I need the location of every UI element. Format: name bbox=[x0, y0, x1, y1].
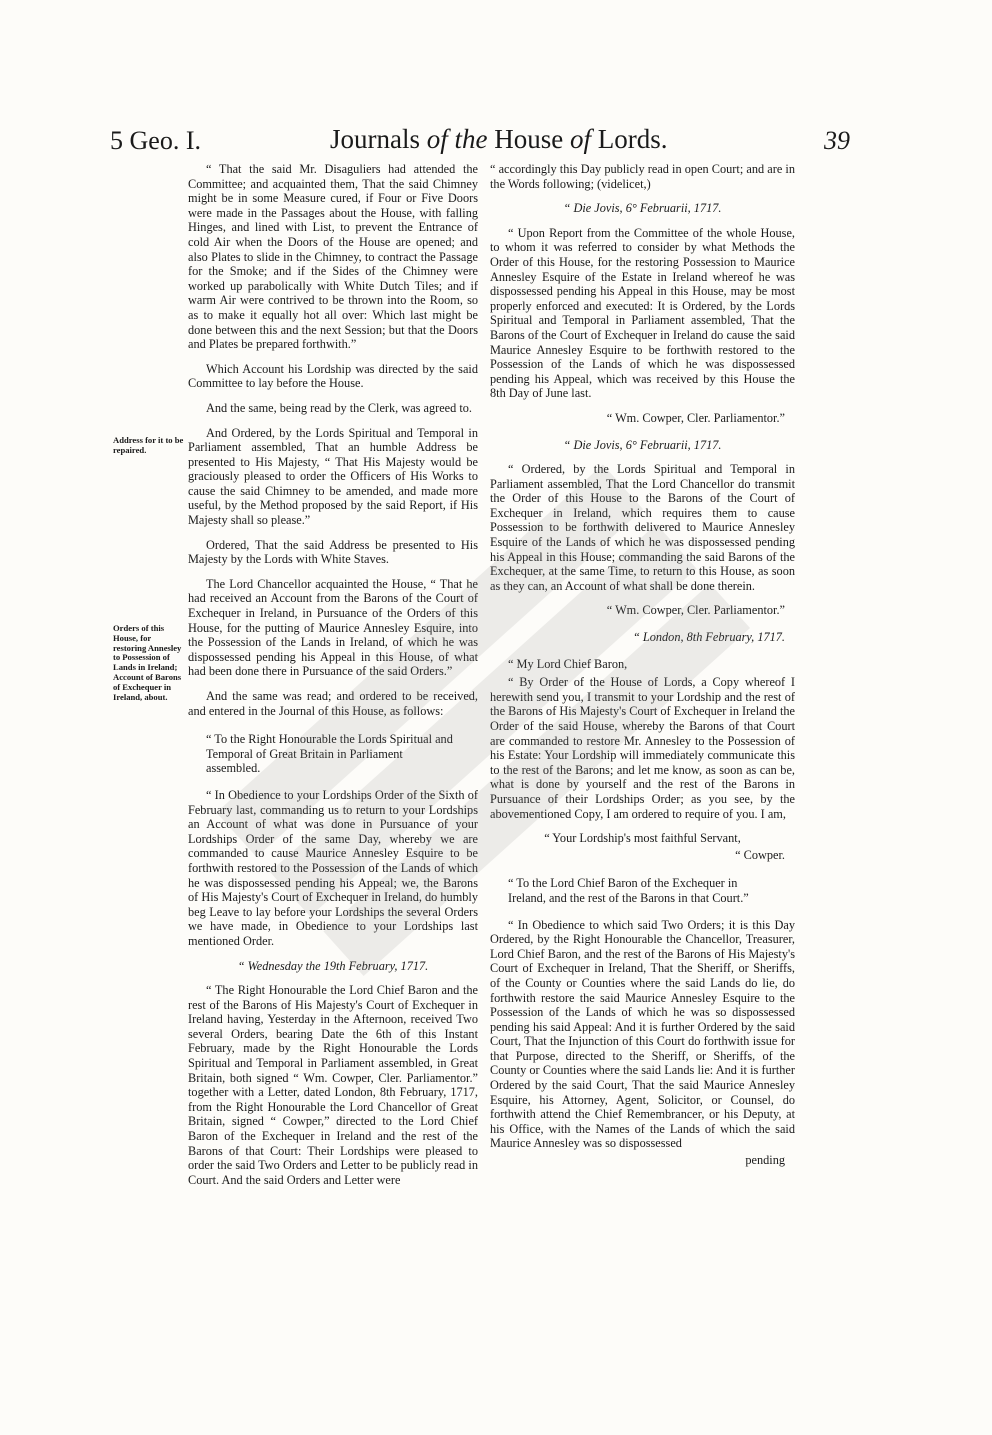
catchword: pending bbox=[745, 1153, 785, 1168]
header-title-journals: Journals bbox=[330, 124, 420, 154]
salutation: “ My Lord Chief Baron, bbox=[508, 656, 628, 671]
left-column bbox=[188, 162, 478, 1197]
header-title-of1: of bbox=[426, 124, 448, 154]
paragraph: Ordered, That the said Address be presented to His Majesty by the Lords with White Staves. bbox=[188, 537, 478, 567]
paragraph: And the same, being read by the Clerk, was agreed to. bbox=[206, 400, 473, 415]
header-title-of2: of bbox=[570, 124, 592, 154]
address-block: “ To the Right Honourable the Lords Spiritual and Temporal of Great Britain in Parliament assembled. bbox=[206, 732, 453, 776]
signature: “ Cowper. bbox=[735, 847, 785, 862]
dateline: “ Die Jovis, 6° Februarii, 1717. bbox=[563, 437, 722, 452]
address-block: “ To the Lord Chief Baron of the Exchequer in Ireland, and the rest of the Barons in that Court.” bbox=[508, 876, 749, 905]
paragraph: “ accordingly this Day publicly read in open Court; and are in the Words following; (videlicet,) bbox=[490, 162, 795, 191]
paragraph: Which Account his Lordship was directed by the said Committee to lay before the House. bbox=[188, 361, 478, 391]
header-title-lords: Lords. bbox=[597, 124, 668, 154]
paragraph: “ Upon Report from the Committee of the whole House, to whom it was referred to consider by what Methods the Order of this House, for the restoring Possession to Maurice Annesley Esquire of the Estate in Ireland whereof he was dispossessed pending his Appeal in this House, may be most properly enforced and executed: It is Ordered, by the Lords Spiritual and Temporal in Parliament assembled, That the Barons of the Court of Exchequer in Ireland do cause the said Maurice Annesley Esquire to be forthwith restored to the Possession of the Lands of which he was dispossessed pending his Appeal, which was received by this House the 8th Day of June last. bbox=[490, 225, 795, 401]
right-column bbox=[490, 162, 795, 1180]
margin-note-orders: Orders of this House, for restoring Annesley to Possession of Lands in Ireland; Account of Barons of Exchequer in Ireland, about. bbox=[113, 623, 182, 702]
signature: “ Wm. Cowper, Cler. Parliamentor.” bbox=[606, 603, 785, 618]
header-title bbox=[330, 124, 668, 155]
paragraph: “ Ordered, by the Lords Spiritual and Temporal in Parliament assembled, That the Lord Chancellor do transmit the Order of this House to the Barons of the Court of Exchequer in Ireland, which requires them to cause Possession to be forthwith delivered to Maurice Annesley Esquire of the Lands of which he was dispossessed pending his Appeal in this House; commanding the said Barons of the Exchequer, at the same Time, to return to this House, as soon as they can, an Account of what shall be done therein. bbox=[490, 462, 795, 593]
header-regnal-year: 5 Geo. I. bbox=[110, 126, 201, 155]
page-header bbox=[110, 124, 850, 164]
margin-note-address: Address for it to be repaired. bbox=[113, 435, 184, 455]
header-title-the: the bbox=[454, 124, 488, 154]
paragraph: “ In Obedience to which said Two Orders; it is this Day Ordered, by the Right Honourable the Chancellor, Treasurer, Lord Chief Baron, and the rest of the Barons of His Majesty's Court of Exchequer in Ireland, That the Sheriff, or Sheriffs, of the County or Counties where the said Lands do lie, do forthwith restore the said Maurice Annesley Esquire to the Possession of the Lands of which he was so dispossessed pending his said Appeal: And it is further Ordered by the said Court, That the Injunction of this Court do forthwith issue for that Purpose, directed to the Sheriff, or Sheriffs, of the County or Counties where the said Lands lie: And it is further Ordered by the said Court, That the said Maurice Annesley Esquire, his Attorney, Agent, Solicitor, or Counsel, do forthwith attend the Chief Remembrancer, or his Deputy, at his Office, with the Names of the Lands of which the said Maurice Annesley was so dispossessed bbox=[490, 917, 795, 1151]
dateline: “ London, 8th February, 1717. bbox=[632, 630, 785, 645]
paragraph: “ In Obedience to your Lordships Order of the Sixth of February last, commanding us to return to your Lordships an Account of what was done in Pursuance of your Lordships Order of the same Day, whereby we are commanded to cause Maurice Annesley Esquire to be forthwith restored to the Possession of the Lands of which he was dispossessed pending his Appeal; we, the Barons of His Majesty's Court of Exchequer in Ireland, do humbly beg Leave to lay before your Lordships the several Orders we have made, in Obedience to your Lordships last mentioned Order. bbox=[188, 787, 478, 948]
paragraph: And Ordered, by the Lords Spiritual and Temporal in Parliament assembled, That an humble Address be presented to His Majesty, “ That His Majesty would be graciously pleased to order the Officers of His Works to cause the said Chimney to be amended, and made more useful, by the Method proposed by the said Report, if His Majesty shall so please.” bbox=[188, 425, 478, 528]
paragraph: And the same was read; and ordered to be received, and entered in the Journal of this House, as follows: bbox=[188, 689, 478, 718]
paragraph: “ That the said Mr. Disaguliers had attended the Committee; and acquainted them, That the said Chimney might be in some Measure cured, if Four or Five Doors were made in the Passages about the House, with falling Hinges, and lined with List, to prevent the Entrance of cold Air when the Doors of the House are opened; and also Plates to slide in the Chimney, to contract the Passage for the Smoke; and if the Sides of the Chimney were worked up parabolically with White Dutch Tiles; and if warm Air were contrived to be thrown into the Room, so as to make it equally hot all over: Which last might be done between this and the next Session; but that the Doors and Plates be prepared forthwith.” bbox=[188, 162, 478, 352]
dateline: “ Die Jovis, 6° Februarii, 1717. bbox=[563, 201, 722, 216]
header-title-house: House bbox=[494, 124, 564, 154]
paragraph: “ The Right Honourable the Lord Chief Baron and the rest of the Barons of His Majesty's Court of Exchequer in Ireland having, Yesterday in the Afternoon, received Two several Orders, bearing Date the 6th of this Instant February, made by the Right Honourable the Lords Spiritual and Temporal in Parliament assembled, in Great Britain, both signed “ Wm. Cowper, Cler. Parliamentor.” together with a Letter, dated London, 8th February, 1717, from the Right Honourable the Lord Chancellor of Great Britain, signed “ Cowper,” directed to the Lord Chief Baron of the Exchequer in Ireland and the rest of the Barons of that Court: Their Lordships were pleased to order the said Two Orders and Letter to be publicly read in Court. And the said Orders and Letter were bbox=[188, 983, 478, 1187]
dateline: “ Wednesday the 19th February, 1717. bbox=[237, 958, 429, 973]
letter-closing: “ Your Lordship's most faithful Servant, bbox=[544, 831, 741, 846]
signature: “ Wm. Cowper, Cler. Parliamentor.” bbox=[606, 410, 785, 425]
paragraph: The Lord Chancellor acquainted the House, “ That he had received an Account from the Barons of the Court of Exchequer in Ireland, in Pursuance of the Orders of this House, for the putting of Maurice Annesley Esquire, into the Possession of the Lands in Ireland, of which he was dispossessed pending his Appeal in this House, of what had been done there in Pursuance of the said Orders.” bbox=[188, 576, 478, 679]
paragraph: “ By Order of the House of Lords, a Copy whereof I herewith send you, I transmit to your Lordship and the rest of the Barons of His Majesty's Court of Exchequer in Ireland the Order of the said House, whereby the Barons of that Court are commanded to restore Mr. Annesley to the Possession of his Estate: Your Lordship will immediately communicate this to the rest of the Barons; and let me know, as soon as can be, what is done by yourself and the rest of the Barons in Pursuance of their Lordships Order; as you see, by the abovementioned Copy, I am ordered to require of you. I am, bbox=[490, 675, 795, 821]
page-number: 39 bbox=[824, 126, 850, 155]
